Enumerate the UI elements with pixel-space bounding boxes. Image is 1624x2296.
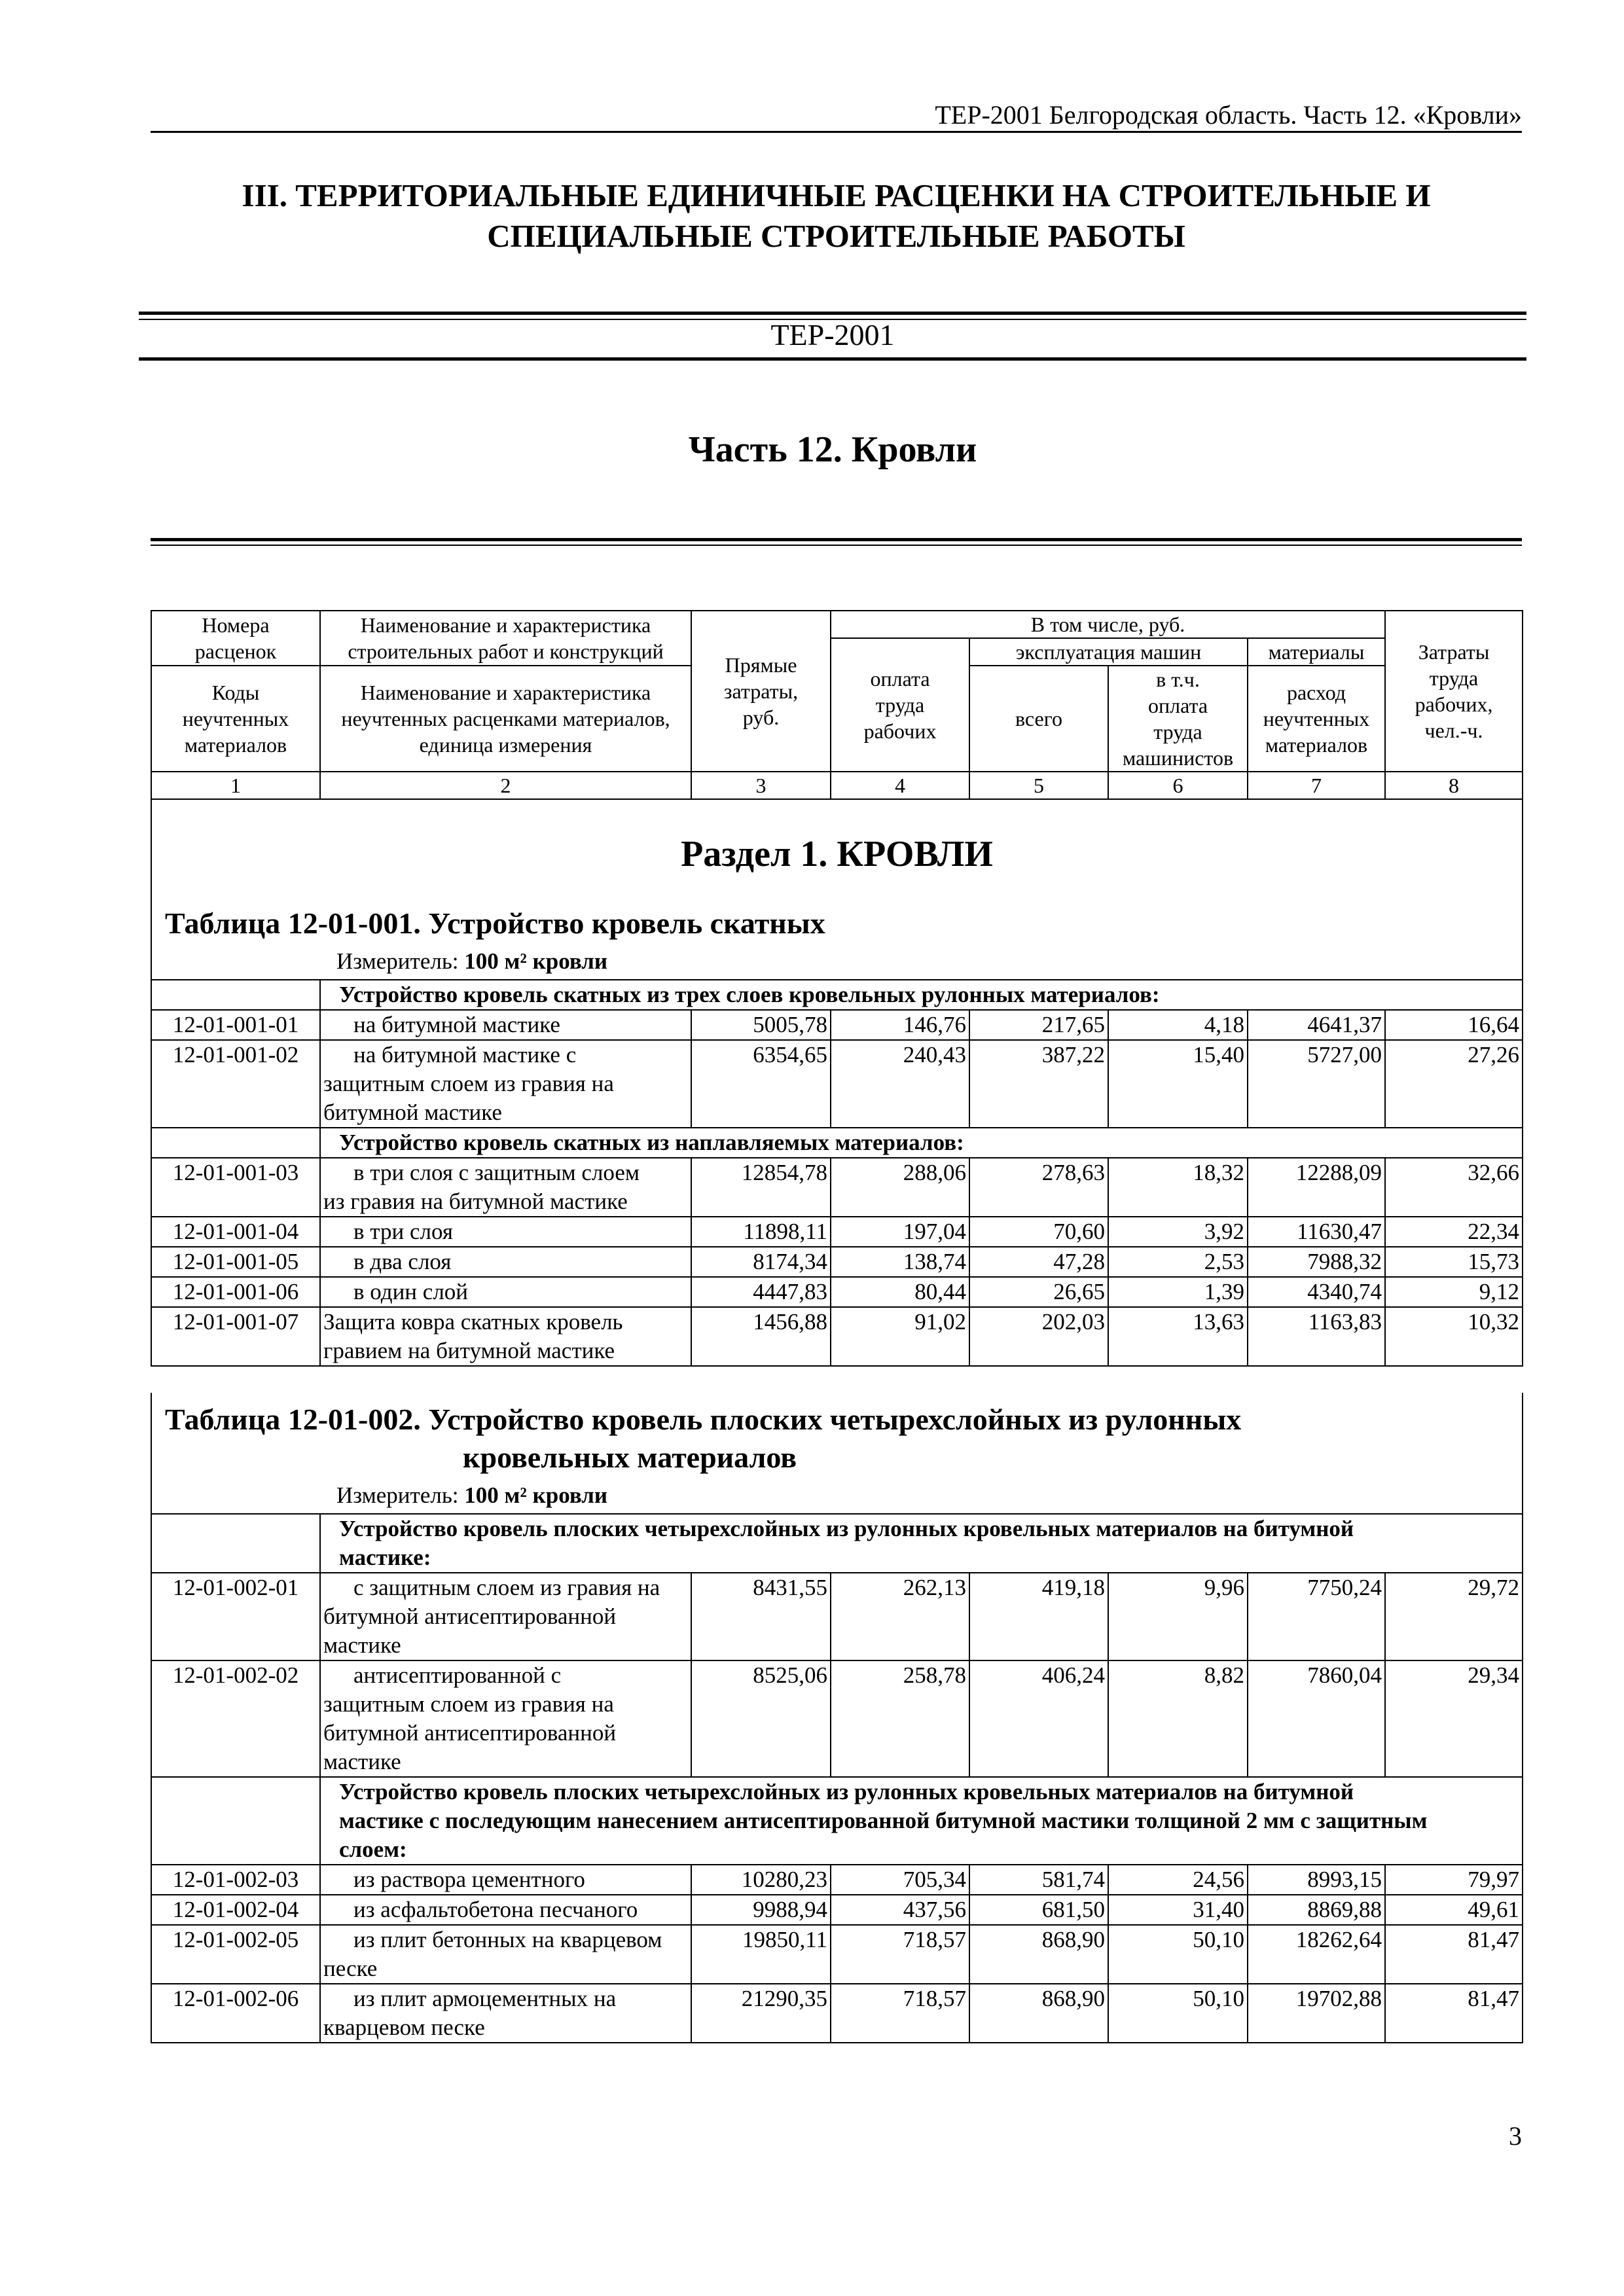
column-number: 6 <box>1108 772 1248 799</box>
rate-code: 12-01-002-01 <box>151 1573 320 1660</box>
labor-pay: 146,76 <box>831 1010 969 1040</box>
header-col2-top-line: Наименование и характеристика <box>360 613 651 637</box>
machine-cost: 406,24 <box>969 1660 1108 1777</box>
measure-unit <box>151 946 1523 980</box>
group-heading-spacer <box>151 1777 320 1865</box>
operator-pay: 9,96 <box>1108 1573 1248 1660</box>
column-number: 8 <box>1385 772 1523 799</box>
header-col1-top-line: расценок <box>194 639 277 663</box>
page-number: 3 <box>1509 2121 1522 2151</box>
table-row <box>151 1573 1523 1660</box>
direct-cost: 19850,11 <box>691 1925 831 1984</box>
work-description <box>320 1865 691 1895</box>
work-description-line: защитным слоем из гравия на <box>323 1691 614 1717</box>
measure-value: 100 м² кровли <box>464 948 608 974</box>
materials-cost: 7860,04 <box>1248 1660 1385 1777</box>
double-rule <box>151 538 1522 546</box>
labor-hours: 15,73 <box>1385 1247 1523 1277</box>
group-heading-line: мастике с последующим нанесением антисептированной битумной мастики толщиной 2 мм с защитным <box>339 1808 1428 1833</box>
rates-table <box>151 610 1523 2043</box>
group-heading-line: Устройство кровель плоских четырехслойных из рулонных кровельных материалов на битумной <box>339 1516 1354 1541</box>
materials-cost: 4641,37 <box>1248 1010 1385 1040</box>
group-heading-row <box>151 1777 1523 1865</box>
header-col1-bottom-line: Коды <box>211 681 260 704</box>
table-row <box>151 1984 1523 2043</box>
work-description-line: из асфальтобетона песчаного <box>353 1897 638 1922</box>
work-description <box>320 1158 691 1217</box>
labor-pay: 197,04 <box>831 1217 969 1247</box>
machine-cost: 387,22 <box>969 1040 1108 1128</box>
materials-cost: 8993,15 <box>1248 1865 1385 1895</box>
operator-pay: 13,63 <box>1108 1307 1248 1366</box>
machine-cost: 868,90 <box>969 1984 1108 2043</box>
work-description-line: битумной антисептированной <box>323 1604 617 1629</box>
labor-hours: 22,34 <box>1385 1217 1523 1247</box>
operator-pay: 3,92 <box>1108 1217 1248 1247</box>
rates-table-wrapper <box>151 610 1522 2043</box>
operator-pay: 8,82 <box>1108 1660 1248 1777</box>
header-row <box>151 611 1523 638</box>
machine-cost: 419,18 <box>969 1573 1108 1660</box>
operator-pay: 4,18 <box>1108 1010 1248 1040</box>
column-number: 5 <box>969 772 1108 799</box>
direct-cost: 4447,83 <box>691 1277 831 1307</box>
operator-pay: 50,10 <box>1108 1925 1248 1984</box>
table-title-row <box>151 1393 1523 1480</box>
rate-code: 12-01-001-03 <box>151 1158 320 1217</box>
work-description-line: из раствора цементного <box>353 1867 585 1892</box>
work-description <box>320 1573 691 1660</box>
materials-cost: 5727,00 <box>1248 1040 1385 1128</box>
labor-pay: 718,57 <box>831 1925 969 1984</box>
header-col8-line: чел.-ч. <box>1424 719 1483 742</box>
materials-cost: 19702,88 <box>1248 1984 1385 2043</box>
group-heading-line: Устройство кровель скатных из трех слоев кровельных рулонных материалов: <box>339 982 1160 1007</box>
group-heading-line: слоем: <box>339 1837 407 1862</box>
table-title-row <box>151 897 1523 946</box>
materials-cost: 12288,09 <box>1248 1158 1385 1217</box>
work-description-line: битумной антисептированной <box>323 1720 617 1746</box>
rate-code: 12-01-001-05 <box>151 1247 320 1277</box>
work-description-line: на битумной мастике с <box>353 1042 577 1067</box>
table-row <box>151 1217 1523 1247</box>
table-gap-row <box>151 1366 1523 1393</box>
running-header: ТЕР-2001 Белгородская область. Часть 12. «Кровли» <box>935 100 1522 130</box>
table-row <box>151 1925 1523 1984</box>
labor-pay: 80,44 <box>831 1277 969 1307</box>
header-col2-bottom-line: единица измерения <box>419 733 592 757</box>
rate-code: 12-01-002-04 <box>151 1895 320 1925</box>
work-description-line: в один слой <box>353 1279 469 1304</box>
column-number: 2 <box>320 772 691 799</box>
table-row <box>151 1865 1523 1895</box>
table-title <box>151 1393 1523 1480</box>
group-heading-spacer <box>151 1514 320 1573</box>
labor-pay: 718,57 <box>831 1984 969 2043</box>
direct-cost: 8174,34 <box>691 1247 831 1277</box>
measure-row <box>151 946 1523 980</box>
work-description <box>320 1040 691 1128</box>
rate-code: 12-01-002-05 <box>151 1925 320 1984</box>
labor-pay: 288,06 <box>831 1158 969 1217</box>
labor-pay: 91,02 <box>831 1307 969 1366</box>
tep-label: ТЕР-2001 <box>770 318 895 351</box>
work-description-line: гравием на битумной мастике <box>323 1338 615 1363</box>
labor-pay: 705,34 <box>831 1865 969 1895</box>
header-col5: всего <box>969 666 1108 772</box>
work-description-line: в два слоя <box>353 1249 452 1274</box>
header-col8-line: рабочих, <box>1415 692 1493 716</box>
work-description <box>320 1010 691 1040</box>
header-col3-line: Прямые <box>725 653 797 677</box>
direct-cost: 12854,78 <box>691 1158 831 1217</box>
materials-cost: 18262,64 <box>1248 1925 1385 1984</box>
header-col2-bottom-line: Наименование и характеристика <box>360 681 651 704</box>
table-row <box>151 1040 1523 1128</box>
work-description-line: песке <box>323 1956 378 1981</box>
header-col7 <box>1248 666 1385 772</box>
table-row <box>151 1660 1523 1777</box>
column-number: 3 <box>691 772 831 799</box>
measure-label: Измеритель: <box>336 1482 459 1508</box>
header-col6-line: оплата <box>1147 694 1208 717</box>
measure-value: 100 м² кровли <box>464 1482 608 1508</box>
labor-pay: 240,43 <box>831 1040 969 1128</box>
group-heading-spacer <box>151 980 320 1010</box>
group-heading <box>320 1514 1523 1573</box>
machine-cost: 581,74 <box>969 1865 1108 1895</box>
rate-code: 12-01-002-06 <box>151 1984 320 2043</box>
rate-code: 12-01-001-04 <box>151 1217 320 1247</box>
materials-cost: 8869,88 <box>1248 1895 1385 1925</box>
table-header <box>151 611 1523 799</box>
direct-cost: 10280,23 <box>691 1865 831 1895</box>
table-body <box>151 799 1523 2043</box>
measure-unit <box>151 1480 1523 1514</box>
rate-code: 12-01-002-03 <box>151 1865 320 1895</box>
group-heading <box>320 1777 1523 1865</box>
labor-hours: 81,47 <box>1385 1925 1523 1984</box>
rule <box>139 357 1526 361</box>
work-description <box>320 1217 691 1247</box>
machine-cost: 26,65 <box>969 1277 1108 1307</box>
header-col7-line: материалов <box>1265 733 1368 757</box>
header-col4 <box>831 638 969 772</box>
header-col6-line: труда <box>1153 720 1202 744</box>
machine-cost: 70,60 <box>969 1217 1108 1247</box>
operator-pay: 2,53 <box>1108 1247 1248 1277</box>
labor-hours: 81,47 <box>1385 1984 1523 2043</box>
group-heading-line: Устройство кровель скатных из наплавляемых материалов: <box>339 1130 964 1155</box>
rate-code: 12-01-001-07 <box>151 1307 320 1366</box>
work-description-line: из плит бетонных на кварцевом <box>353 1927 662 1952</box>
header-col6 <box>1108 666 1248 772</box>
labor-pay: 138,74 <box>831 1247 969 1277</box>
materials-cost: 4340,74 <box>1248 1277 1385 1307</box>
materials-cost: 7988,32 <box>1248 1247 1385 1277</box>
work-description-line: битумной мастике <box>323 1100 502 1125</box>
part-title: Часть 12. Кровли <box>688 429 977 470</box>
work-description-line: на битумной мастике <box>353 1012 560 1037</box>
labor-pay: 258,78 <box>831 1660 969 1777</box>
header-rule <box>151 131 1522 133</box>
machine-cost: 868,90 <box>969 1925 1108 1984</box>
group-heading-row <box>151 1128 1523 1158</box>
table-gap <box>151 1366 1523 1393</box>
machine-cost: 202,03 <box>969 1307 1108 1366</box>
group-heading-row <box>151 980 1523 1010</box>
group-heading-spacer <box>151 1128 320 1158</box>
work-description-line: в три слоя с защитным слоем <box>353 1160 640 1185</box>
measure-row <box>151 1480 1523 1514</box>
header-col4-line: рабочих <box>863 719 937 743</box>
group-heading-line: мастике: <box>339 1545 431 1570</box>
header-col3-line: руб. <box>742 706 780 729</box>
work-description-line: кварцевом песке <box>323 2015 485 2040</box>
operator-pay: 24,56 <box>1108 1865 1248 1895</box>
work-description-line: из гравия на битумной мастике <box>323 1189 628 1214</box>
labor-hours: 29,34 <box>1385 1660 1523 1777</box>
section-row <box>151 799 1523 897</box>
machine-cost: 278,63 <box>969 1158 1108 1217</box>
table-row <box>151 1277 1523 1307</box>
operator-pay: 18,32 <box>1108 1158 1248 1217</box>
labor-hours: 16,64 <box>1385 1010 1523 1040</box>
machine-cost: 681,50 <box>969 1895 1108 1925</box>
main-heading-line: III. ТЕРРИТОРИАЛЬНЫЕ ЕДИНИЧНЫЕ РАСЦЕНКИ НА СТРОИТЕЛЬНЫЕ И <box>242 177 1431 213</box>
column-number: 4 <box>831 772 969 799</box>
labor-pay: 437,56 <box>831 1895 969 1925</box>
work-description-line: мастике <box>323 1632 401 1658</box>
operator-pay: 31,40 <box>1108 1895 1248 1925</box>
direct-cost: 6354,65 <box>691 1040 831 1128</box>
table-title-line: Таблица 12-01-002. Устройство кровель плоских четырехслойных из рулонных <box>165 1403 1242 1436</box>
direct-cost: 11898,11 <box>691 1217 831 1247</box>
work-description <box>320 1247 691 1277</box>
table-row <box>151 1247 1523 1277</box>
header-col7-line: неучтенных <box>1263 707 1370 730</box>
header-machines: эксплуатация машин <box>969 638 1248 666</box>
header-col6-line: в т.ч. <box>1156 668 1200 691</box>
header-col3-line: затраты, <box>723 679 799 703</box>
main-heading-line: СПЕЦИАЛЬНЫЕ СТРОИТЕЛЬНЫЕ РАБОТЫ <box>487 218 1185 254</box>
group-heading <box>320 1128 1523 1158</box>
work-description <box>320 1307 691 1366</box>
materials-cost: 1163,83 <box>1248 1307 1385 1366</box>
column-number-row <box>151 772 1523 799</box>
header-materials: материалы <box>1248 638 1385 666</box>
direct-cost: 5005,78 <box>691 1010 831 1040</box>
rate-code: 12-01-001-06 <box>151 1277 320 1307</box>
group-heading <box>320 980 1523 1010</box>
labor-hours: 49,61 <box>1385 1895 1523 1925</box>
header-col1-top <box>151 611 320 666</box>
operator-pay: 1,39 <box>1108 1277 1248 1307</box>
table-title-line: Таблица 12-01-001. Устройство кровель скатных <box>165 906 825 940</box>
table-title <box>151 897 1523 946</box>
section-title: Раздел 1. КРОВЛИ <box>151 799 1523 897</box>
labor-hours: 29,72 <box>1385 1573 1523 1660</box>
rate-code: 12-01-002-02 <box>151 1660 320 1777</box>
group-heading-line: Устройство кровель плоских четырехслойных из рулонных кровельных материалов на битумной <box>339 1779 1354 1804</box>
group-heading-row <box>151 1514 1523 1573</box>
labor-hours: 10,32 <box>1385 1307 1523 1366</box>
table-row <box>151 1158 1523 1217</box>
machine-cost: 47,28 <box>969 1247 1108 1277</box>
measure-label: Измеритель: <box>336 948 459 974</box>
direct-cost: 1456,88 <box>691 1307 831 1366</box>
column-number: 7 <box>1248 772 1385 799</box>
header-col2-bottom-line: неучтенных расценками материалов, <box>341 707 670 730</box>
rate-code: 12-01-001-01 <box>151 1010 320 1040</box>
column-number: 1 <box>151 772 320 799</box>
work-description <box>320 1925 691 1984</box>
work-description-line: в три слоя <box>353 1219 453 1244</box>
work-description <box>320 1660 691 1777</box>
header-col2-top-line: строительных работ и конструкций <box>348 639 664 663</box>
table-row <box>151 1307 1523 1366</box>
table-row <box>151 1895 1523 1925</box>
header-col8 <box>1385 611 1523 772</box>
operator-pay: 15,40 <box>1108 1040 1248 1128</box>
labor-hours: 32,66 <box>1385 1158 1523 1217</box>
work-description-line: с защитным слоем из гравия на <box>353 1575 660 1600</box>
header-col4-line: труда <box>875 693 925 717</box>
header-col2-bottom <box>320 666 691 772</box>
direct-cost: 8431,55 <box>691 1573 831 1660</box>
labor-pay: 262,13 <box>831 1573 969 1660</box>
header-col6-line: машинистов <box>1122 746 1234 770</box>
main-heading <box>151 175 1522 257</box>
operator-pay: 50,10 <box>1108 1984 1248 2043</box>
machine-cost: 217,65 <box>969 1010 1108 1040</box>
work-description-line: защитным слоем из гравия на <box>323 1071 614 1096</box>
header-col1-bottom <box>151 666 320 772</box>
header-col7-line: расход <box>1286 681 1346 704</box>
materials-cost: 11630,47 <box>1248 1217 1385 1247</box>
work-description-line: Защита ковра скатных кровель <box>323 1309 623 1335</box>
direct-cost: 9988,94 <box>691 1895 831 1925</box>
header-col1-bottom-line: материалов <box>184 733 287 757</box>
direct-cost: 21290,35 <box>691 1984 831 2043</box>
materials-cost: 7750,24 <box>1248 1573 1385 1660</box>
header-col8-line: Затраты <box>1418 640 1490 664</box>
work-description <box>320 1895 691 1925</box>
header-col2-top <box>320 611 691 666</box>
header-col1-bottom-line: неучтенных <box>182 707 289 730</box>
table-row <box>151 1010 1523 1040</box>
labor-hours: 27,26 <box>1385 1040 1523 1128</box>
header-col3 <box>691 611 831 772</box>
header-col4-line: оплата <box>870 667 930 691</box>
labor-hours: 9,12 <box>1385 1277 1523 1307</box>
labor-hours: 79,97 <box>1385 1865 1523 1895</box>
work-description-line: из плит армоцементных на <box>353 1986 617 2011</box>
work-description <box>320 1277 691 1307</box>
table-title-line: кровельных материалов <box>463 1441 797 1474</box>
work-description <box>320 1984 691 2043</box>
rate-code: 12-01-001-02 <box>151 1040 320 1128</box>
direct-cost: 8525,06 <box>691 1660 831 1777</box>
header-col1-top-line: Номера <box>202 613 270 637</box>
header-group: В том числе, руб. <box>831 611 1385 638</box>
header-col8-line: труда <box>1429 666 1479 690</box>
work-description-line: мастике <box>323 1749 401 1774</box>
work-description-line: антисептированной с <box>353 1662 562 1688</box>
